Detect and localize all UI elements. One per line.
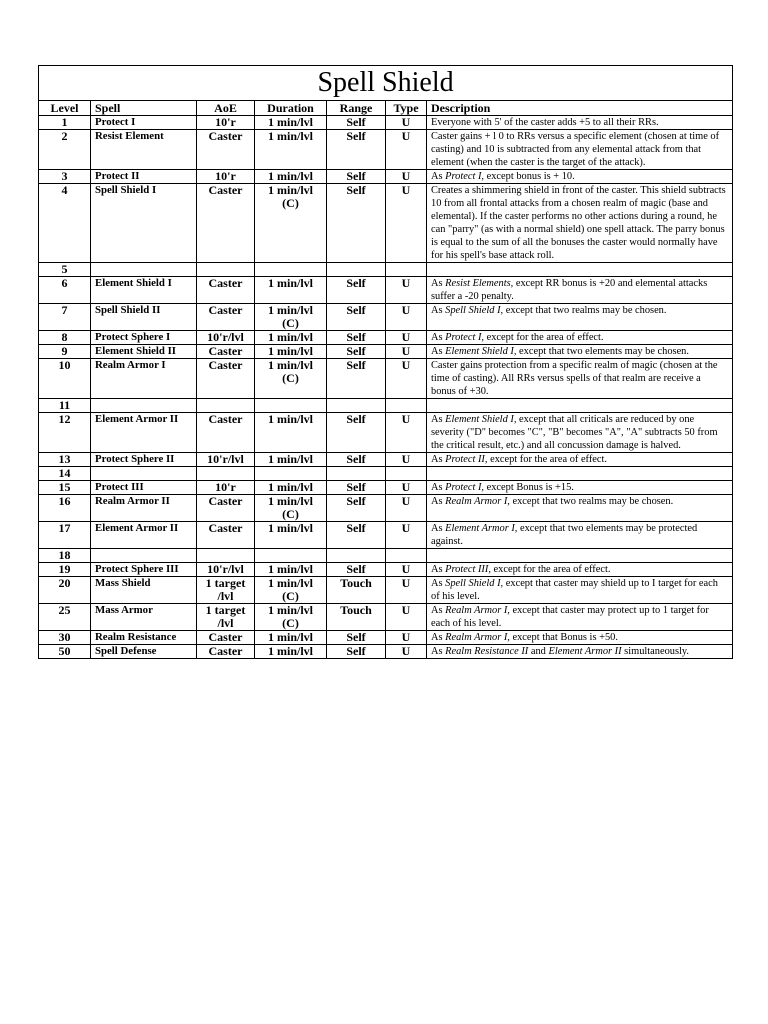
level-cell: 7	[39, 304, 91, 331]
duration-cell: 1 min/lvl	[255, 631, 327, 645]
aoe-cell: 10'r/lvl	[197, 563, 255, 577]
spell-reference: Protect II,	[445, 454, 488, 465]
description-text: except that all criticals are reduced by one severity ("D" becomes "C", "B" becomes "A", "A" subtracts 50 from the critical result, etc.) and all concussion damage is halved.	[431, 414, 718, 451]
level-cell: 18	[39, 549, 91, 563]
description-cell	[427, 331, 733, 345]
table-row	[39, 345, 733, 359]
table-row	[39, 184, 733, 263]
range-cell: Self	[327, 413, 386, 453]
column-header-level: Level	[39, 101, 91, 116]
duration-cell	[255, 263, 327, 277]
spell-name-cell: Mass Shield	[91, 577, 197, 604]
description-text: As	[431, 305, 446, 316]
aoe-cell: Caster	[197, 304, 255, 331]
range-cell	[327, 549, 386, 563]
duration-cell	[255, 549, 327, 563]
range-cell: Self	[327, 130, 386, 170]
description-cell	[427, 170, 733, 184]
spell-name-cell: Spell Shield I	[91, 184, 197, 263]
spell-name-cell: Spell Defense	[91, 645, 197, 659]
type-cell: U	[386, 116, 427, 130]
description-cell	[427, 359, 733, 399]
duration-cell: 1 min/lvl	[255, 563, 327, 577]
spell-name-cell: Resist Element	[91, 130, 197, 170]
type-cell	[386, 263, 427, 277]
level-cell: 17	[39, 522, 91, 549]
aoe-cell: 1 target /lvl	[197, 604, 255, 631]
type-cell: U	[386, 577, 427, 604]
duration-cell: 1 min/lvl	[255, 331, 327, 345]
spell-reference: Protect I,	[445, 171, 485, 182]
level-cell: 11	[39, 399, 91, 413]
aoe-cell	[197, 549, 255, 563]
spell-name-cell: Element Armor II	[91, 413, 197, 453]
level-cell: 12	[39, 413, 91, 453]
range-cell: Self	[327, 184, 386, 263]
description-cell	[427, 263, 733, 277]
aoe-cell: Caster	[197, 631, 255, 645]
type-cell: U	[386, 645, 427, 659]
description-cell	[427, 604, 733, 631]
duration-cell: 1 min/lvl	[255, 645, 327, 659]
type-cell: U	[386, 184, 427, 263]
description-cell	[427, 645, 733, 659]
spell-reference: Element Shield I,	[445, 346, 517, 357]
table-row	[39, 399, 733, 413]
description-cell	[427, 345, 733, 359]
type-cell: U	[386, 304, 427, 331]
description-text: except that Bonus is +50.	[509, 632, 618, 643]
description-text: Everyone with 5' of the caster adds +5 to all their RRs.	[431, 117, 659, 128]
description-cell	[427, 453, 733, 467]
range-cell: Self	[327, 631, 386, 645]
level-cell: 10	[39, 359, 91, 399]
duration-cell: 1 min/lvl	[255, 522, 327, 549]
description-text: As	[431, 171, 446, 182]
description-text: Caster gains + l 0 to RRs versus a specific element (chosen at time of casting) and 10 is subtracted from any elemental attack from that element (when the caster is the target of the attack).	[431, 131, 720, 168]
spell-name-cell: Realm Armor II	[91, 495, 197, 522]
description-text: As	[431, 346, 446, 357]
range-cell: Touch	[327, 577, 386, 604]
range-cell: Self	[327, 116, 386, 130]
type-cell: U	[386, 495, 427, 522]
description-text: As	[431, 332, 446, 343]
spell-name-cell	[91, 399, 197, 413]
type-cell: U	[386, 359, 427, 399]
spell-reference: Protect I,	[445, 482, 485, 493]
aoe-cell: Caster	[197, 277, 255, 304]
description-text: except bonus is + 10.	[484, 171, 575, 182]
description-text: As	[431, 632, 446, 643]
column-header-description: Description	[427, 101, 733, 116]
column-header-type: Type	[386, 101, 427, 116]
description-text: except for the area of effect.	[484, 332, 604, 343]
spell-reference: Realm Resistance II	[445, 646, 529, 657]
spell-name-cell: Protect Sphere I	[91, 331, 197, 345]
description-cell	[427, 116, 733, 130]
aoe-cell: 10'r/lvl	[197, 453, 255, 467]
description-cell	[427, 481, 733, 495]
level-cell: 14	[39, 467, 91, 481]
spell-name-cell: Protect Sphere III	[91, 563, 197, 577]
aoe-cell: Caster	[197, 413, 255, 453]
type-cell: U	[386, 563, 427, 577]
spell-name-cell: Protect II	[91, 170, 197, 184]
table-row	[39, 304, 733, 331]
table-row	[39, 453, 733, 467]
duration-cell: 1 min/lvl	[255, 130, 327, 170]
description-cell	[427, 399, 733, 413]
range-cell: Self	[327, 277, 386, 304]
range-cell	[327, 399, 386, 413]
level-cell: 5	[39, 263, 91, 277]
type-cell	[386, 399, 427, 413]
level-cell: 16	[39, 495, 91, 522]
level-cell: 25	[39, 604, 91, 631]
level-cell: 2	[39, 130, 91, 170]
table-header-row	[39, 101, 733, 116]
description-text: As	[431, 523, 446, 534]
aoe-cell: Caster	[197, 359, 255, 399]
spell-rows	[39, 116, 733, 659]
type-cell: U	[386, 522, 427, 549]
description-cell	[427, 413, 733, 453]
description-cell	[427, 563, 733, 577]
spell-name-cell: Mass Armor	[91, 604, 197, 631]
range-cell: Self	[327, 522, 386, 549]
range-cell	[327, 467, 386, 481]
spell-reference: Element Armor I,	[445, 523, 518, 534]
spell-name-cell: Spell Shield II	[91, 304, 197, 331]
table-row	[39, 495, 733, 522]
description-text: As	[431, 496, 446, 507]
aoe-cell: Caster	[197, 345, 255, 359]
table-row	[39, 522, 733, 549]
table-row	[39, 549, 733, 563]
type-cell	[386, 467, 427, 481]
table-row	[39, 263, 733, 277]
aoe-cell: Caster	[197, 522, 255, 549]
description-cell	[427, 130, 733, 170]
spell-name-cell: Protect Sphere II	[91, 453, 197, 467]
description-text: except RR bonus is +20 and elemental attacks suffer a -20 penalty.	[431, 278, 708, 302]
description-text: except for the area of effect.	[487, 454, 607, 465]
duration-cell: 1 min/lvl	[255, 453, 327, 467]
range-cell: Self	[327, 453, 386, 467]
range-cell: Self	[327, 170, 386, 184]
level-cell: 6	[39, 277, 91, 304]
level-cell: 15	[39, 481, 91, 495]
duration-cell: 1 min/lvl (C)	[255, 304, 327, 331]
range-cell: Self	[327, 645, 386, 659]
duration-cell: 1 min/lvl (C)	[255, 184, 327, 263]
duration-cell: 1 min/lvl (C)	[255, 495, 327, 522]
table-row	[39, 467, 733, 481]
spell-name-cell	[91, 263, 197, 277]
description-text: except that caster may shield up to I target for each of his level.	[431, 578, 718, 602]
type-cell: U	[386, 481, 427, 495]
description-cell	[427, 549, 733, 563]
description-cell	[427, 522, 733, 549]
spell-list-sheet	[38, 65, 732, 659]
description-text: except for the area of effect.	[490, 564, 611, 575]
column-header-range: Range	[327, 101, 386, 116]
range-cell: Self	[327, 359, 386, 399]
table-row	[39, 331, 733, 345]
column-header-spell: Spell	[91, 101, 197, 116]
description-text: and	[528, 646, 549, 657]
description-text: except that two elements may be protected against.	[431, 523, 698, 547]
table-row	[39, 359, 733, 399]
description-text: except that two realms may be chosen.	[509, 496, 674, 507]
spell-table	[38, 65, 733, 659]
aoe-cell: 10'r	[197, 170, 255, 184]
description-cell	[427, 277, 733, 304]
duration-cell: 1 min/lvl	[255, 481, 327, 495]
aoe-cell: 10'r	[197, 116, 255, 130]
type-cell: U	[386, 345, 427, 359]
spell-name-cell: Realm Resistance	[91, 631, 197, 645]
duration-cell: 1 min/lvl (C)	[255, 577, 327, 604]
aoe-cell: 1 target /lvl	[197, 577, 255, 604]
range-cell: Touch	[327, 604, 386, 631]
table-row	[39, 116, 733, 130]
type-cell: U	[386, 631, 427, 645]
duration-cell: 1 min/lvl	[255, 116, 327, 130]
table-row	[39, 631, 733, 645]
column-header-aoe: AoE	[197, 101, 255, 116]
aoe-cell: Caster	[197, 645, 255, 659]
type-cell: U	[386, 331, 427, 345]
spell-reference: Protect I,	[445, 332, 485, 343]
table-row	[39, 604, 733, 631]
table-row	[39, 170, 733, 184]
aoe-cell: 10'r	[197, 481, 255, 495]
level-cell: 1	[39, 116, 91, 130]
spell-reference: Realm Armor I,	[445, 605, 510, 616]
type-cell: U	[386, 453, 427, 467]
aoe-cell	[197, 467, 255, 481]
description-cell	[427, 577, 733, 604]
spell-name-cell: Protect I	[91, 116, 197, 130]
spell-name-cell: Realm Armor I	[91, 359, 197, 399]
duration-cell	[255, 399, 327, 413]
description-cell	[427, 495, 733, 522]
range-cell: Self	[327, 304, 386, 331]
spell-reference: Spell Shield I,	[445, 578, 504, 589]
level-cell: 13	[39, 453, 91, 467]
aoe-cell: Caster	[197, 495, 255, 522]
spell-reference: Element Shield I,	[445, 414, 517, 425]
spell-name-cell: Protect III	[91, 481, 197, 495]
description-text: Caster gains protection from a specific realm of magic (chosen at the time of casting). All RRs versus spells of that realm are receive a bonus of +30.	[431, 360, 718, 397]
page-title: Spell Shield	[39, 66, 733, 101]
duration-cell: 1 min/lvl	[255, 413, 327, 453]
type-cell: U	[386, 604, 427, 631]
description-text: As	[431, 482, 446, 493]
table-row	[39, 645, 733, 659]
spell-name-cell	[91, 549, 197, 563]
duration-cell: 1 min/lvl (C)	[255, 604, 327, 631]
column-header-duration: Duration	[255, 101, 327, 116]
description-cell	[427, 631, 733, 645]
description-text: As	[431, 564, 446, 575]
table-row	[39, 130, 733, 170]
level-cell: 19	[39, 563, 91, 577]
table-row	[39, 413, 733, 453]
spell-reference: Realm Armor I,	[445, 496, 510, 507]
duration-cell: 1 min/lvl	[255, 170, 327, 184]
level-cell: 3	[39, 170, 91, 184]
description-text: As	[431, 414, 446, 425]
description-cell	[427, 184, 733, 263]
description-text: As	[431, 646, 446, 657]
aoe-cell: Caster	[197, 130, 255, 170]
table-row	[39, 577, 733, 604]
spell-reference: Resist Elements,	[445, 278, 514, 289]
duration-cell: 1 min/lvl (C)	[255, 359, 327, 399]
range-cell: Self	[327, 481, 386, 495]
level-cell: 4	[39, 184, 91, 263]
table-row	[39, 563, 733, 577]
aoe-cell	[197, 263, 255, 277]
spell-reference: Realm Armor I,	[445, 632, 510, 643]
aoe-cell: 10'r/lvl	[197, 331, 255, 345]
type-cell: U	[386, 277, 427, 304]
range-cell: Self	[327, 345, 386, 359]
type-cell: U	[386, 413, 427, 453]
spell-name-cell: Element Shield I	[91, 277, 197, 304]
level-cell: 9	[39, 345, 91, 359]
type-cell: U	[386, 130, 427, 170]
description-text: As	[431, 278, 446, 289]
type-cell: U	[386, 170, 427, 184]
description-text: except Bonus is +15.	[484, 482, 574, 493]
description-text: except that two realms may be chosen.	[503, 305, 667, 316]
description-text: As	[431, 578, 446, 589]
level-cell: 30	[39, 631, 91, 645]
aoe-cell: Caster	[197, 184, 255, 263]
aoe-cell	[197, 399, 255, 413]
range-cell: Self	[327, 563, 386, 577]
description-cell	[427, 304, 733, 331]
description-text: Creates a shimmering shield in front of the caster. This shield subtracts 10 from all frontal attacks from a chosen realm of magic (base and elemental). If the caster performs no other actions during a round, he can "parry" (as with a normal shield) one spell attack. The parry bonus is equal to the sum of all the bonuses the caster would normally have for his spell's base attack roll.	[431, 185, 726, 261]
spell-reference: Protect III,	[445, 564, 491, 575]
description-cell	[427, 467, 733, 481]
table-row	[39, 481, 733, 495]
description-text: As	[431, 605, 446, 616]
spell-name-cell: Element Armor II	[91, 522, 197, 549]
level-cell: 20	[39, 577, 91, 604]
description-text: except that caster may protect up to 1 target for each of his level.	[431, 605, 709, 629]
spell-name-cell: Element Shield II	[91, 345, 197, 359]
table-row	[39, 277, 733, 304]
duration-cell	[255, 467, 327, 481]
spell-reference: Spell Shield I,	[445, 305, 504, 316]
description-text: simultaneously.	[621, 646, 690, 657]
level-cell: 50	[39, 645, 91, 659]
duration-cell: 1 min/lvl	[255, 345, 327, 359]
range-cell	[327, 263, 386, 277]
description-text: except that two elements may be chosen.	[516, 346, 689, 357]
description-text: As	[431, 454, 446, 465]
spell-name-cell	[91, 467, 197, 481]
level-cell: 8	[39, 331, 91, 345]
range-cell: Self	[327, 495, 386, 522]
duration-cell: 1 min/lvl	[255, 277, 327, 304]
range-cell: Self	[327, 331, 386, 345]
type-cell	[386, 549, 427, 563]
spell-reference: Element Armor II	[548, 646, 622, 657]
